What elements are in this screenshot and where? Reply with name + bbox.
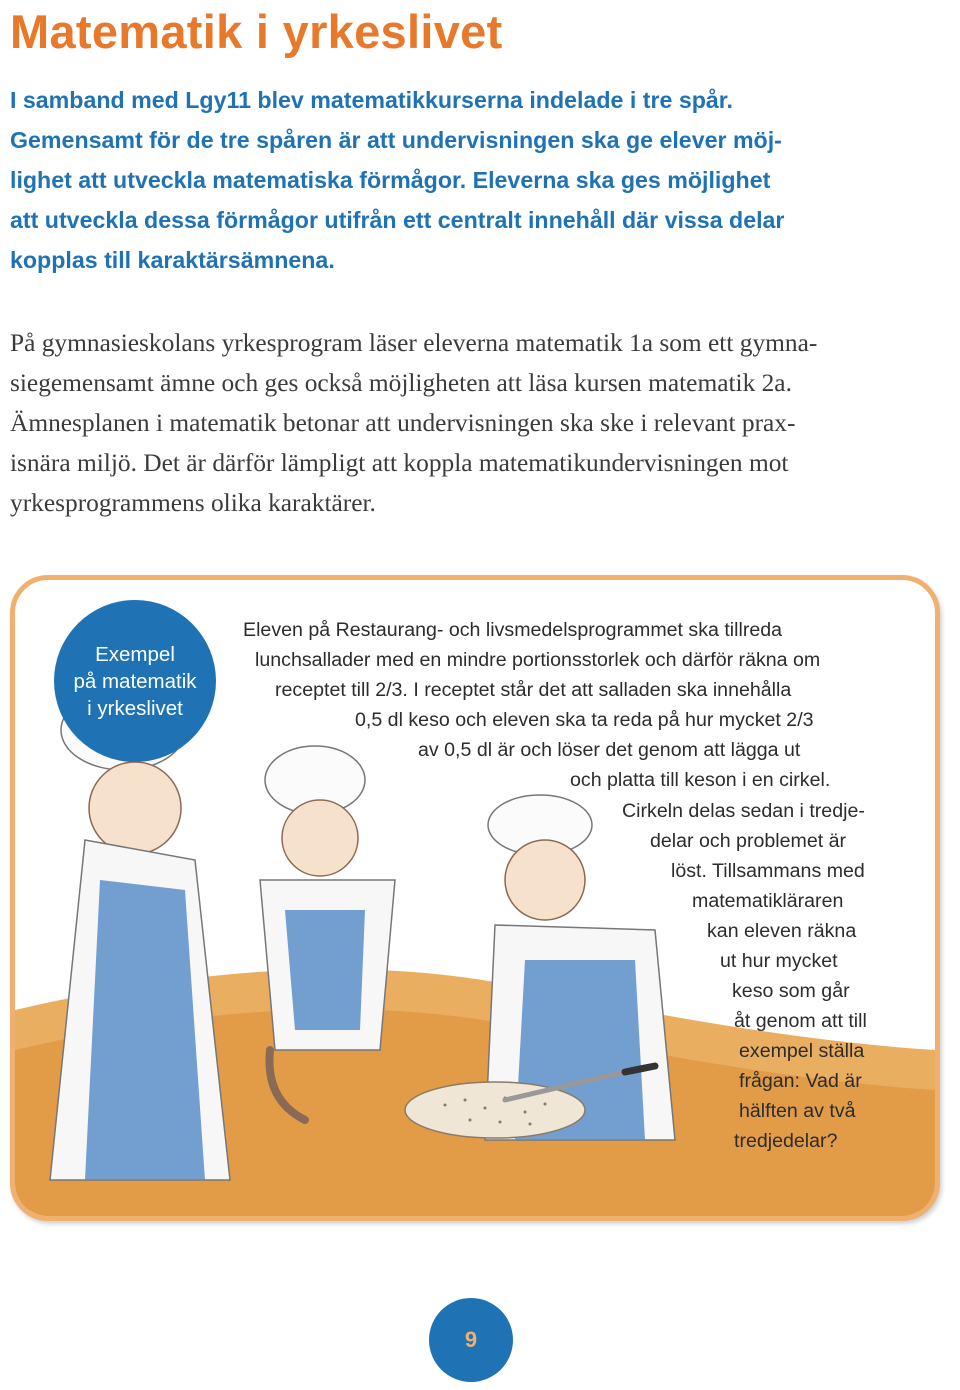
body-line: På gymnasieskolans yrkesprogram läser eleverna matematik 1a som ett gymna-: [10, 329, 818, 357]
page-title: Matematik i yrkeslivet: [10, 5, 503, 58]
example-line: löst. Tillsammans med: [671, 860, 865, 882]
example-line: lunchsallader med en mindre portionsstorlek och därför räkna om: [255, 649, 821, 671]
example-line: exempel ställa: [739, 1040, 865, 1062]
body-line: siegemensamt ämne och ges också möjligheten att läsa kursen matematik 2a.: [10, 369, 792, 397]
example-line: receptet till 2/3. I receptet står det att salladen ska innehålla: [275, 679, 792, 701]
example-line: av 0,5 dl är och löser det genom att lägga ut: [418, 739, 801, 761]
intro-line: att utveckla dessa förmågor utifrån ett centralt innehåll där vissa delar: [10, 207, 785, 233]
example-line: hälften av två: [739, 1100, 856, 1122]
example-line: 0,5 dl keso och eleven ska ta reda på hur mycket 2/3: [355, 709, 814, 731]
example-line: och platta till keson i en cirkel.: [570, 769, 831, 791]
body-line: isnära miljö. Det är därför lämpligt att koppla matematikundervisningen mot: [10, 449, 789, 477]
example-line: delar och problemet är: [650, 830, 847, 852]
example-line: Cirkeln delas sedan i tredje-: [622, 800, 865, 822]
intro-line: I samband med Lgy11 blev matematikkurserna indelade i tre spår.: [10, 87, 733, 113]
example-line: åt genom att till: [734, 1010, 867, 1032]
body-line: yrkesprogrammens olika karaktärer.: [10, 489, 376, 517]
intro-paragraph: [10, 80, 784, 280]
badge-line: i yrkeslivet: [87, 696, 183, 720]
example-line: ut hur mycket: [720, 950, 838, 972]
badge-line: på matematik: [73, 669, 197, 693]
example-line: Eleven på Restaurang- och livsmedelsprogrammet ska tillreda: [243, 619, 783, 641]
example-line: kan eleven räkna: [707, 920, 857, 942]
body-paragraph: [10, 323, 817, 523]
example-badge: [54, 600, 216, 762]
example-line: tredjedelar?: [734, 1130, 838, 1152]
example-line: keso som går: [732, 980, 850, 1002]
intro-line: Gemensamt för de tre spåren är att undervisningen ska ge elever möj-: [10, 127, 782, 153]
intro-line: kopplas till karaktärsämnena.: [10, 247, 335, 273]
example-line: matematikläraren: [692, 890, 844, 912]
page-number: 9: [429, 1298, 513, 1382]
example-line: frågan: Vad är: [739, 1070, 862, 1092]
body-line: Ämnesplanen i matematik betonar att undervisningen ska ske i relevant prax-: [10, 409, 796, 437]
badge-line: Exempel: [95, 642, 175, 666]
intro-line: lighet att utveckla matematiska förmågor. Eleverna ska ges möjlighet: [10, 167, 771, 193]
